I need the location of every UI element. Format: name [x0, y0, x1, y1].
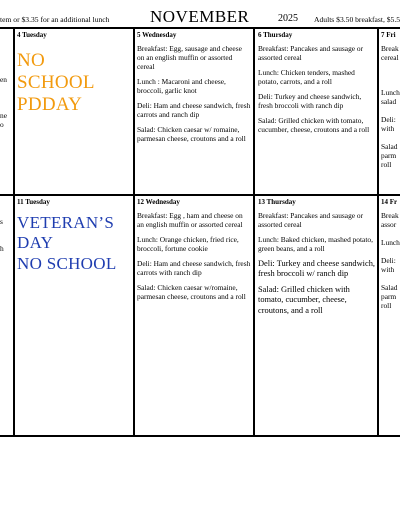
year-label: 2025	[278, 13, 298, 24]
deli-item: Deli: Ham and cheese sandwich, fresh carrots and ranch dip	[137, 100, 251, 119]
partial-line: s	[0, 217, 3, 226]
salad-item: Salad: Chicken caesar w/romaine, parmesan cheese, croutons and a roll	[137, 282, 246, 301]
monday-partial-cell	[0, 217, 12, 317]
notice-line: NO	[17, 49, 46, 71]
day-cell-wednesday-12	[137, 198, 251, 428]
menu-calendar-grid	[0, 27, 400, 437]
day-cell-friday-7-partial	[381, 31, 400, 191]
breakfast-item: Breakfast: Egg, sausage and cheese on an english muffin or assorted cereal	[137, 43, 242, 71]
day-header: 7 Fri	[381, 31, 396, 39]
day-cell-thursday-6	[258, 31, 375, 191]
day-header: 11 Tuesday	[17, 198, 50, 206]
day-cell-tuesday-4	[17, 31, 131, 191]
partial-line: Break	[381, 210, 399, 220]
day-cell-tuesday-11	[17, 198, 131, 428]
partial-line: Lunch	[381, 237, 400, 247]
partial-line: o	[0, 120, 4, 130]
partial-line: Salad	[381, 141, 398, 151]
partial-line: salad	[381, 96, 397, 106]
spacer	[381, 106, 400, 115]
partial-line: Deli:	[381, 255, 396, 265]
breakfast-item: Breakfast: Egg , ham and cheese on an english muffin or assorted cereal	[137, 210, 243, 229]
grid-line-week-divider	[0, 194, 400, 196]
day-cell-friday-14-partial	[381, 198, 400, 428]
notice-line: VETERAN’S	[17, 212, 115, 232]
partial-line: h	[0, 244, 4, 254]
day-header: 6 Thursday	[258, 31, 293, 39]
notice-line: PDDAY	[17, 94, 83, 116]
grid-col-divider	[377, 27, 379, 437]
partial-line: parm	[381, 291, 397, 301]
grid-line-top	[0, 27, 400, 29]
lunch-item: Lunch: Baked chicken, mashed potato, green beans, and a roll	[258, 234, 373, 253]
day-header: 12 Wednesday	[137, 198, 180, 206]
day-header: 13 Thursday	[258, 198, 296, 206]
month-title: NOVEMBER	[150, 7, 250, 26]
deli-item: Deli: Ham and cheese sandwich, fresh carrots with ranch dip	[137, 258, 251, 277]
grid-line-bottom	[0, 435, 400, 437]
lunch-item: Lunch: Orange chicken, fried rice, broccoli, fortune cookie	[137, 234, 239, 253]
lunch-item: Lunch: Chicken tenders, mashed potato, carrots, and a roll	[258, 67, 355, 86]
partial-line: Lunch	[381, 87, 400, 97]
spacer	[0, 226, 12, 244]
day-header: 4 Tuesday	[17, 31, 47, 39]
adult-pricing-note: Adults $3.50 breakfast, $5.5	[314, 15, 400, 24]
partial-line: en	[0, 75, 7, 84]
day-header: 14 Fr	[381, 198, 398, 206]
day-cell-wednesday-5	[137, 31, 251, 191]
day-header: 5 Wednesday	[137, 31, 177, 39]
notice-line: SCHOOL	[17, 71, 95, 93]
partial-line: cereal	[381, 52, 399, 62]
spacer	[381, 229, 400, 238]
partial-line: with	[381, 123, 395, 133]
veterans-day-notice	[17, 213, 131, 275]
notice-line: DAY	[17, 233, 54, 253]
spacer	[381, 133, 400, 142]
spacer	[381, 247, 400, 256]
partial-line	[0, 93, 12, 102]
notice-line: NO SCHOOL	[17, 254, 117, 273]
no-school-notice	[17, 50, 131, 117]
day-cell-thursday-13	[258, 198, 375, 428]
partial-line	[0, 84, 12, 93]
partial-line: parm	[381, 150, 397, 160]
partial-line: roll	[381, 159, 392, 169]
spacer	[381, 274, 400, 283]
breakfast-item: Breakfast: Pancakes and sausage or assorted cereal	[258, 210, 364, 229]
grid-col-divider	[253, 27, 255, 437]
lunch-item: Lunch : Macaroni and cheese, broccoli, garlic knot	[137, 76, 226, 95]
monday-partial-cell	[0, 75, 12, 185]
grid-col-divider	[133, 27, 135, 437]
partial-line: Break	[381, 43, 399, 53]
deli-item: Deli: Turkey and cheese sandwich, fresh broccoli with ranch dip	[258, 91, 362, 110]
partial-line: assor	[381, 219, 397, 229]
salad-item: Salad: Chicken caesar w/ romaine, parmesan cheese, croutons and a roll	[137, 124, 246, 143]
grid-col-divider	[13, 27, 15, 437]
deli-item: Deli: Turkey and cheese sandwich, fresh broccoli w/ ranch dip	[258, 258, 375, 278]
pricing-note: tem or $3.35 for an additional lunch	[0, 15, 110, 24]
partial-line: Deli:	[381, 114, 396, 124]
breakfast-item: Breakfast: Pancakes and sausage or assorted cereal	[258, 43, 364, 62]
partial-line: with	[381, 264, 395, 274]
partial-line: Salad	[381, 282, 398, 292]
spacer	[381, 62, 400, 88]
partial-line: ne	[0, 111, 7, 121]
salad-item: Salad: Grilled chicken with tomato, cucumber, cheese, croutons, and a roll	[258, 285, 350, 315]
salad-item: Salad: Grilled chicken with tomato, cucumber, cheese, croutons and a roll	[258, 115, 370, 134]
partial-line: roll	[381, 300, 392, 310]
partial-line	[0, 102, 12, 111]
